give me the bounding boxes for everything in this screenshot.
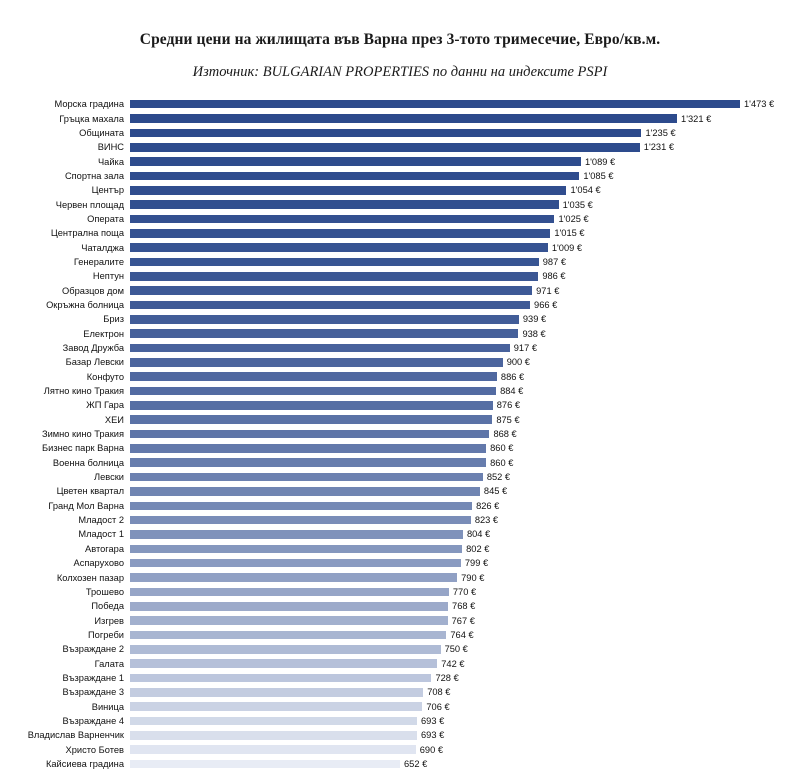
bar-track — [130, 556, 800, 570]
bar — [130, 588, 449, 597]
category-label: Спортна зала — [64, 170, 124, 181]
bar-row — [0, 685, 800, 699]
category-label: Операта — [87, 213, 124, 224]
category-label: Колхозен пазар — [56, 572, 124, 583]
bar-track — [130, 542, 800, 556]
value-label: 823 € — [474, 515, 499, 526]
bar — [130, 200, 559, 209]
value-label: 900 € — [506, 357, 530, 368]
bar-row — [0, 742, 800, 756]
bar — [130, 545, 462, 554]
category-label: Окръжна болница — [46, 299, 124, 310]
bar-row — [0, 341, 800, 355]
value-label: 693 € — [420, 730, 445, 741]
value-label: 742 € — [441, 658, 465, 669]
bar-row — [0, 527, 800, 541]
bar — [130, 688, 423, 697]
category-label: Завод Дружба — [62, 343, 124, 354]
bar-row — [0, 255, 800, 269]
category-label: Възраждане 4 — [62, 715, 124, 726]
bar-track — [130, 470, 800, 484]
bar-row — [0, 97, 800, 111]
bar-row — [0, 542, 800, 556]
value-label: 706 € — [426, 701, 450, 712]
bar-row — [0, 613, 800, 627]
value-label: 939 € — [522, 314, 547, 325]
bar-row — [0, 642, 800, 656]
bar — [130, 645, 441, 654]
category-label: Младост 2 — [78, 515, 124, 526]
bar-track — [130, 126, 800, 140]
bar — [130, 573, 457, 582]
bar — [130, 215, 554, 224]
bar-track — [130, 327, 800, 341]
category-label: Левски — [93, 472, 124, 483]
bar — [130, 415, 492, 424]
category-label: Гръцка махала — [59, 113, 124, 124]
value-label: 986 € — [542, 271, 566, 282]
bar-row — [0, 355, 800, 369]
category-label: Възраждане 2 — [62, 644, 124, 655]
bar-row — [0, 470, 800, 484]
bar — [130, 502, 472, 511]
value-label: 1'035 € — [562, 199, 593, 210]
bar-row — [0, 757, 800, 771]
bar-track — [130, 441, 800, 455]
category-label: ХЕИ — [104, 414, 124, 425]
value-label: 652 € — [404, 758, 428, 769]
bar-track — [130, 384, 800, 398]
value-label: 938 € — [522, 328, 546, 339]
bar-row — [0, 111, 800, 125]
value-label: 770 € — [452, 586, 477, 597]
bar-track — [130, 183, 800, 197]
bar — [130, 301, 530, 310]
bar-row — [0, 585, 800, 599]
category-label: Възраждане 3 — [62, 687, 124, 698]
bar-track — [130, 413, 800, 427]
bar-track — [130, 427, 800, 441]
bar-row — [0, 714, 800, 728]
value-label: 728 € — [435, 672, 459, 683]
category-label: Централна поща — [50, 228, 124, 239]
bar — [130, 258, 539, 267]
bar — [130, 717, 417, 726]
bar — [130, 559, 461, 568]
bar-track — [130, 370, 800, 384]
category-label: Владислав Варненчик — [27, 730, 124, 741]
bar-track — [130, 212, 800, 226]
bar-track — [130, 642, 800, 656]
category-label: Морска градина — [54, 99, 124, 110]
bar-track — [130, 671, 800, 685]
bar-row — [0, 169, 800, 183]
category-label: Общината — [79, 127, 124, 138]
value-label: 971 € — [536, 285, 560, 296]
value-label: 966 € — [534, 299, 558, 310]
bar — [130, 731, 417, 740]
bar-track — [130, 685, 800, 699]
bar — [130, 745, 416, 754]
bar-track — [130, 197, 800, 211]
value-label: 860 € — [490, 457, 514, 468]
bar-row — [0, 513, 800, 527]
bar — [130, 372, 497, 381]
bar — [130, 329, 518, 338]
category-label: Цветен квартал — [56, 486, 124, 497]
category-label: Възраждане 1 — [62, 672, 124, 683]
bar-row — [0, 212, 800, 226]
bar-row — [0, 154, 800, 168]
value-label: 690 € — [419, 744, 443, 755]
bar-track — [130, 140, 800, 154]
value-label: 802 € — [466, 543, 490, 554]
bar-row — [0, 126, 800, 140]
category-label: Младост 1 — [78, 529, 124, 540]
bar — [130, 129, 641, 138]
chart-subtitle: Източник: BULGARIAN PROPERTIES по данни на индексите PSPI — [192, 64, 608, 80]
bar — [130, 616, 448, 625]
bar-track — [130, 656, 800, 670]
bar — [130, 172, 579, 181]
value-label: 886 € — [500, 371, 525, 382]
category-label: Трошево — [85, 586, 124, 597]
bar — [130, 157, 581, 166]
category-label: Електрон — [83, 328, 124, 339]
bar-track — [130, 111, 800, 125]
bar — [130, 114, 677, 123]
bar-track — [130, 341, 800, 355]
value-label: 693 € — [420, 715, 445, 726]
bar — [130, 487, 480, 496]
value-label: 767 € — [451, 615, 475, 626]
category-label: Погреби — [88, 629, 124, 640]
category-label: Военна болница — [52, 457, 124, 468]
value-label: 1'235 € — [645, 127, 676, 138]
bar — [130, 674, 431, 683]
bar-track — [130, 355, 800, 369]
bar-row — [0, 441, 800, 455]
category-label: Лятно кино Тракия — [43, 386, 124, 397]
bar — [130, 387, 496, 396]
bar-track — [130, 613, 800, 627]
value-label: 860 € — [490, 443, 514, 454]
value-label: 826 € — [476, 500, 500, 511]
bar — [130, 702, 422, 711]
bar-track — [130, 398, 800, 412]
value-label: 1'054 € — [570, 185, 601, 196]
category-label: ЖП Гара — [86, 400, 124, 411]
bar — [130, 458, 486, 467]
value-label: 764 € — [450, 629, 474, 640]
bar — [130, 186, 566, 195]
chart-title: Средни цени на жилищата във Варна през 3-тото тримесечие, Евро/кв.м. — [139, 31, 661, 48]
bar-track — [130, 527, 800, 541]
value-label: 1'085 € — [583, 170, 614, 181]
value-label: 768 € — [452, 601, 476, 612]
bar-row — [0, 456, 800, 470]
bar — [130, 430, 489, 439]
category-label: Нептун — [92, 271, 124, 282]
category-label: Бизнес парк Варна — [42, 443, 124, 454]
bar-track — [130, 599, 800, 613]
bar-track — [130, 499, 800, 513]
bar — [130, 631, 446, 640]
value-label: 790 € — [461, 572, 485, 583]
value-label: 1'009 € — [551, 242, 583, 253]
bar-track — [130, 169, 800, 183]
bar-row — [0, 728, 800, 742]
category-label: Базар Левски — [65, 357, 124, 368]
category-label: Автогара — [85, 543, 124, 554]
bar-row — [0, 327, 800, 341]
bar-row — [0, 384, 800, 398]
bar-row — [0, 427, 800, 441]
bar-track — [130, 269, 800, 283]
bar-row — [0, 240, 800, 254]
bar — [130, 444, 486, 453]
category-label: Червен площад — [55, 199, 124, 210]
bar-row — [0, 226, 800, 240]
bar-row — [0, 628, 800, 642]
bar-row — [0, 269, 800, 283]
bar — [130, 659, 437, 668]
bar — [130, 100, 740, 109]
bar-row — [0, 298, 800, 312]
bar-track — [130, 585, 800, 599]
value-label: 799 € — [464, 558, 489, 569]
bar — [130, 243, 548, 252]
category-label: Център — [91, 185, 124, 196]
category-label: Победа — [91, 601, 124, 612]
bar — [130, 272, 538, 281]
value-label: 804 € — [466, 529, 491, 540]
bar-track — [130, 240, 800, 254]
bar-track — [130, 714, 800, 728]
bar-row — [0, 197, 800, 211]
value-label: 1'473 € — [744, 99, 775, 110]
value-label: 852 € — [486, 472, 511, 483]
bar-track — [130, 628, 800, 642]
bar-track — [130, 699, 800, 713]
value-label: 1'231 € — [643, 142, 674, 153]
category-label: ВИНС — [97, 142, 124, 153]
bar — [130, 473, 483, 482]
bar — [130, 401, 493, 410]
bar-track — [130, 283, 800, 297]
bar — [130, 143, 640, 152]
bar-row — [0, 312, 800, 326]
category-label: Бриз — [103, 314, 124, 325]
category-label: Кайсиева градина — [45, 758, 124, 769]
bar — [130, 530, 463, 539]
bar — [130, 760, 400, 769]
bar-track — [130, 728, 800, 742]
category-label: Галата — [94, 658, 124, 669]
category-label: Образцов дом — [62, 285, 124, 296]
bar-track — [130, 255, 800, 269]
bar-row — [0, 484, 800, 498]
bar-row — [0, 556, 800, 570]
bar-track — [130, 298, 800, 312]
bar-row — [0, 570, 800, 584]
bar-row — [0, 499, 800, 513]
bar-row — [0, 599, 800, 613]
value-label: 876 € — [496, 400, 521, 411]
bar-row — [0, 699, 800, 713]
bar-track — [130, 456, 800, 470]
value-label: 1'089 € — [584, 156, 616, 167]
bar — [130, 229, 550, 238]
category-label: Гранд Мол Варна — [48, 500, 124, 511]
category-label: Чаталджа — [81, 242, 124, 253]
bar-track — [130, 513, 800, 527]
category-label: Изгрев — [94, 615, 124, 626]
value-label: 884 € — [500, 386, 524, 397]
bar-row — [0, 140, 800, 154]
bar — [130, 358, 503, 367]
bar — [130, 315, 519, 324]
category-label: Зимно кино Тракия — [41, 429, 124, 440]
category-label: Аспарухово — [73, 558, 124, 569]
value-label: 708 € — [427, 687, 451, 698]
bar-row — [0, 183, 800, 197]
bar-track — [130, 742, 800, 756]
bar-track — [130, 226, 800, 240]
category-label: Христо Ботев — [65, 744, 124, 755]
category-label: Виница — [91, 701, 124, 712]
bar-track — [130, 570, 800, 584]
category-label: Генералите — [73, 256, 124, 267]
category-label: Конфуто — [86, 371, 124, 382]
bar-row — [0, 398, 800, 412]
category-label: Чайка — [97, 156, 124, 167]
bar — [130, 286, 532, 295]
value-label: 1'025 € — [558, 213, 589, 224]
bar-track — [130, 484, 800, 498]
value-label: 750 € — [444, 644, 468, 655]
bar — [130, 516, 471, 525]
value-label: 845 € — [483, 486, 508, 497]
value-label: 1'321 € — [681, 113, 712, 124]
value-label: 875 € — [496, 414, 520, 425]
bar — [130, 602, 448, 611]
bar-track — [130, 757, 800, 771]
bar-track — [130, 312, 800, 326]
value-label: 917 € — [513, 343, 537, 354]
value-label: 1'015 € — [554, 228, 585, 239]
bar-plot-area — [0, 97, 800, 771]
bar — [130, 344, 510, 353]
bar-row — [0, 671, 800, 685]
bar-row — [0, 413, 800, 427]
bar-row — [0, 656, 800, 670]
bar-track — [130, 154, 800, 168]
value-label: 987 € — [542, 256, 566, 267]
value-label: 868 € — [493, 429, 517, 440]
bar-track — [130, 97, 800, 111]
bar-row — [0, 370, 800, 384]
bar-row — [0, 283, 800, 297]
